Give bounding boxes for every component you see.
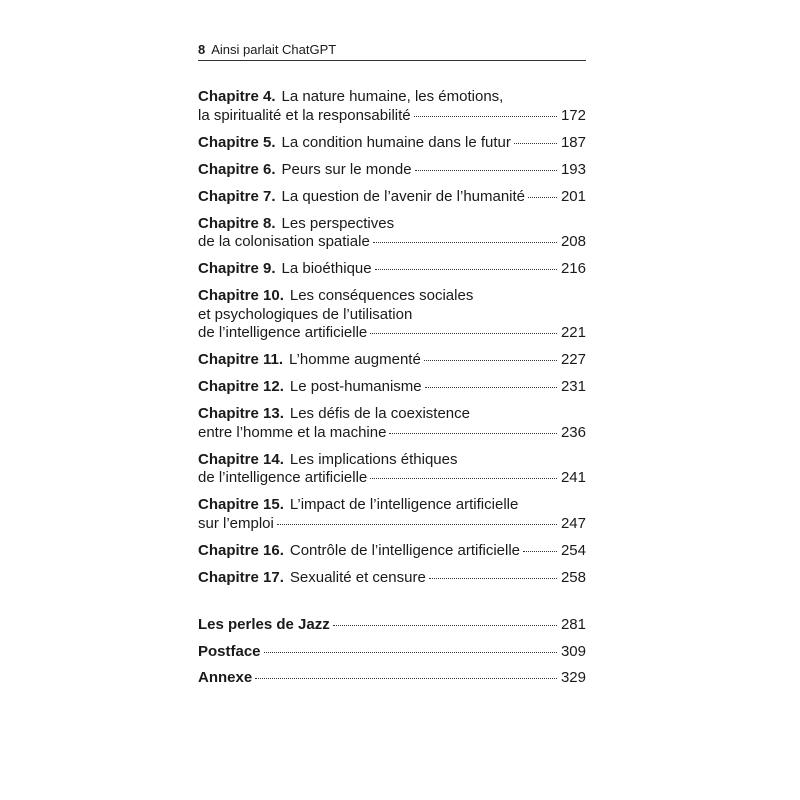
dot-leader: [514, 142, 557, 144]
dot-leader: [255, 677, 557, 679]
page-ref: 172: [560, 106, 586, 124]
toc-entry-title: [198, 134, 511, 153]
page-ref: 258: [560, 568, 586, 586]
chapter-label: Chapitre 15.: [198, 496, 284, 513]
toc-entry-title: [198, 107, 411, 126]
dot-leader: [373, 241, 557, 243]
toc-entry[interactable]: [198, 260, 586, 279]
toc-entry[interactable]: [198, 134, 586, 153]
toc-entry-title: [198, 515, 274, 534]
page-ref: 281: [560, 616, 586, 633]
toc-entry-title: [198, 306, 412, 323]
toc-entry-line: [198, 424, 586, 443]
dot-leader: [415, 169, 557, 171]
chapter-label: Chapitre 12.: [198, 378, 284, 395]
chapter-label: Chapitre 8.: [198, 214, 276, 232]
chapter-title-text: La condition humaine dans le futur: [281, 133, 511, 151]
toc-entry[interactable]: [198, 451, 586, 488]
dot-leader: [429, 577, 557, 579]
toc-entry-line: [198, 669, 586, 688]
toc-entry[interactable]: [198, 405, 586, 442]
chapter-title-text: la spiritualité et la responsabilité: [198, 106, 411, 124]
chapter-title-text: L’homme augmenté: [289, 351, 421, 368]
toc-entry-title: [198, 351, 421, 370]
dot-leader: [528, 196, 557, 198]
toc-entry-line: [198, 107, 586, 126]
toc-entry-line: [198, 287, 586, 306]
toc-entry-line: [198, 451, 586, 470]
toc-entry-line: [198, 306, 586, 325]
dot-leader: [370, 477, 557, 479]
chapter-title-text: L’impact de l’intelligence artificielle: [289, 496, 519, 513]
chapter-title-text: Sexualité et censure: [289, 568, 426, 586]
page-ref: 309: [560, 642, 586, 660]
page-ref: 187: [560, 133, 586, 151]
dot-leader: [414, 115, 557, 117]
toc-entry-title: [198, 424, 386, 443]
toc-entry-title: [198, 161, 412, 180]
page-ref: 254: [560, 541, 586, 559]
dot-leader: [389, 432, 557, 434]
toc-entry[interactable]: [198, 496, 586, 533]
table-of-contents: [198, 88, 586, 596]
chapter-title-text: de la colonisation spatiale: [198, 233, 370, 250]
chapter-label: Chapitre 11.: [198, 351, 284, 368]
toc-entry-line: [198, 469, 586, 488]
chapter-title-text: Les perspectives: [281, 214, 395, 232]
dot-leader: [424, 359, 557, 361]
back-matter-title: Les perles de Jazz: [198, 616, 330, 633]
chapter-title-text: sur l’emploi: [198, 514, 274, 532]
chapter-title-text: La nature humaine, les émotions,: [281, 88, 504, 105]
chapter-label: Chapitre 17.: [198, 568, 284, 586]
toc-entry-line: [198, 405, 586, 424]
toc-entry-line: [198, 616, 586, 635]
toc-entry-line: [198, 260, 586, 279]
toc-entry-title: [198, 496, 518, 513]
toc-entry[interactable]: [198, 542, 586, 561]
toc-entry[interactable]: [198, 287, 586, 343]
toc-entry[interactable]: [198, 161, 586, 180]
toc-entry-line: [198, 134, 586, 153]
chapter-title-text: Les défis de la coexistence: [289, 405, 470, 422]
book-title: Ainsi parlait ChatGPT: [211, 42, 337, 57]
toc-entry-line: [198, 161, 586, 180]
page-ref: 208: [560, 233, 586, 250]
dot-leader: [277, 523, 557, 525]
dot-leader: [375, 268, 557, 270]
toc-entry-title: [198, 88, 503, 105]
toc-entry-title: [198, 569, 426, 588]
chapter-title-text: Les conséquences sociales: [289, 287, 474, 304]
toc-entry-line: [198, 188, 586, 207]
chapter-label: Chapitre 10.: [198, 287, 284, 304]
toc-entry[interactable]: [198, 215, 586, 252]
chapter-title-text: Le post-humanisme: [289, 378, 422, 395]
page-number: 8: [198, 42, 206, 57]
toc-entry-title: [198, 542, 520, 561]
toc-entry-line: [198, 496, 586, 515]
page-ref: 241: [560, 469, 586, 486]
toc-entry-line: [198, 643, 586, 662]
toc-entry-line: [198, 324, 586, 343]
chapter-title-text: La bioéthique: [281, 260, 372, 277]
page-ref: 201: [560, 187, 586, 205]
toc-entry-title: [198, 378, 422, 397]
toc-entry-line: [198, 569, 586, 588]
chapter-title-text: entre l’homme et la machine: [198, 423, 387, 441]
page-ref: 247: [560, 514, 586, 532]
toc-entry-title: [198, 188, 525, 207]
toc-entry-line: [198, 515, 586, 534]
toc-entry-title: [198, 469, 367, 488]
back-matter-entry[interactable]: [198, 669, 586, 688]
toc-entry-line: [198, 542, 586, 561]
back-matter-title: Postface: [198, 642, 261, 660]
back-matter-entry[interactable]: [198, 616, 586, 635]
toc-entry-line: [198, 215, 586, 234]
dot-leader: [425, 386, 557, 388]
toc-entry-title: [198, 405, 470, 422]
page-ref: 329: [560, 669, 586, 686]
chapter-label: Chapitre 5.: [198, 133, 276, 151]
toc-entry[interactable]: [198, 351, 586, 370]
chapter-label: Chapitre 6.: [198, 160, 276, 178]
chapter-title-text: et psychologiques de l’utilisation: [198, 305, 413, 323]
toc-entry-title: [198, 233, 370, 252]
toc-entry-title: [198, 324, 367, 343]
dot-leader: [333, 624, 557, 626]
toc-entry-line: [198, 378, 586, 397]
running-head: [198, 40, 586, 61]
toc-entry-title: [198, 215, 394, 232]
chapter-title-text: Les implications éthiques: [289, 450, 458, 468]
chapter-title-text: Contrôle de l’intelligence artificielle: [289, 541, 520, 559]
back-matter-title: Annexe: [198, 669, 253, 686]
chapter-label: Chapitre 7.: [198, 187, 276, 205]
chapter-title-text: de l’intelligence artificielle: [198, 324, 368, 341]
chapter-title-text: La question de l’avenir de l’humanité: [281, 187, 526, 205]
dot-leader: [264, 651, 557, 653]
chapter-label: Chapitre 4.: [198, 88, 276, 105]
page-ref: 227: [560, 351, 586, 368]
toc-entry-title: [198, 260, 372, 279]
toc-page: [198, 40, 586, 760]
chapter-title-text: de l’intelligence artificielle: [198, 469, 368, 486]
toc-entry[interactable]: [198, 88, 586, 125]
page-ref: 221: [560, 324, 586, 341]
toc-entry[interactable]: [198, 569, 586, 588]
chapter-label: Chapitre 16.: [198, 541, 284, 559]
back-matter-entry[interactable]: [198, 643, 586, 662]
toc-entry-title: [198, 287, 473, 304]
toc-entry-title: [198, 451, 457, 468]
chapter-label: Chapitre 9.: [198, 260, 276, 277]
dot-leader: [523, 550, 557, 552]
page-ref: 231: [560, 378, 586, 395]
page-ref: 236: [560, 423, 586, 441]
page-ref: 193: [560, 160, 586, 178]
toc-entry[interactable]: [198, 188, 586, 207]
chapter-label: Chapitre 14.: [198, 450, 284, 468]
chapter-title-text: Peurs sur le monde: [281, 160, 412, 178]
toc-entry-line: [198, 233, 586, 252]
page-ref: 216: [560, 260, 586, 277]
toc-entry-line: [198, 351, 586, 370]
toc-entry[interactable]: [198, 378, 586, 397]
back-matter: [198, 616, 586, 696]
dot-leader: [370, 332, 557, 334]
toc-entry-line: [198, 88, 586, 107]
chapter-label: Chapitre 13.: [198, 405, 284, 422]
